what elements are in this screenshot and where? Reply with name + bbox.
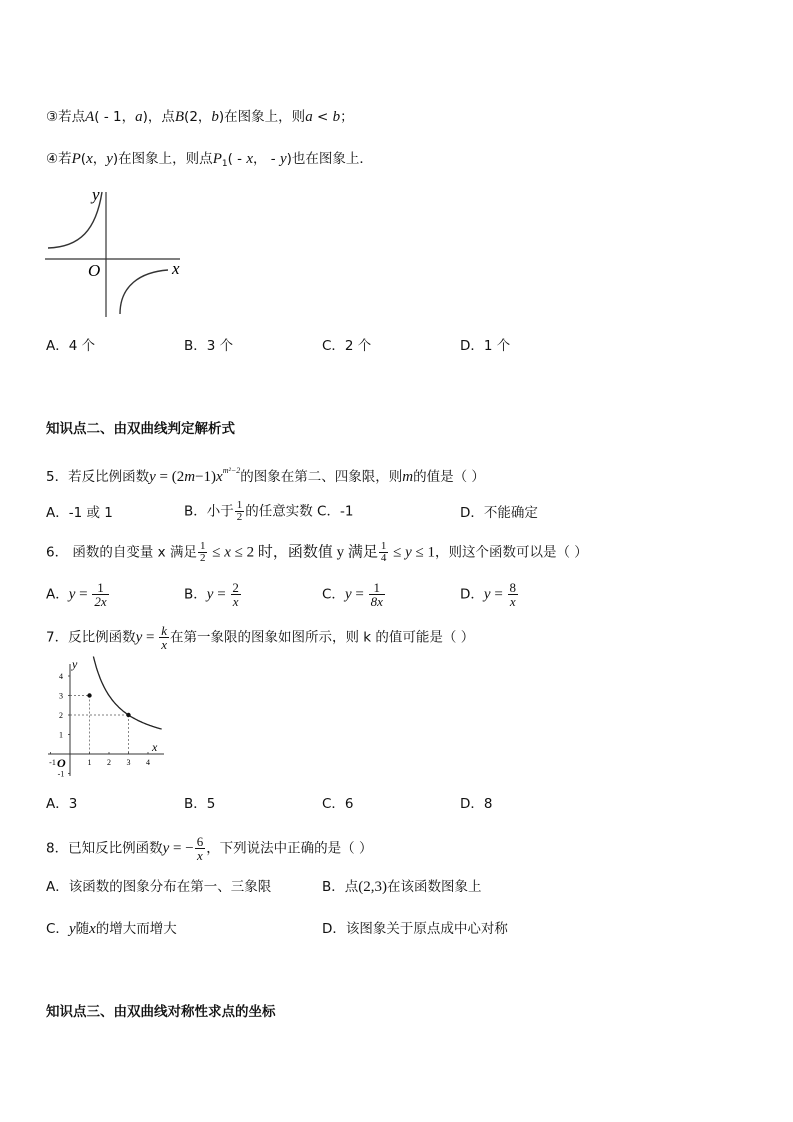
option-b[interactable]: B．3 个 bbox=[184, 338, 234, 354]
y-tick-label: -1 bbox=[57, 769, 65, 779]
y-tick-label: 4 bbox=[59, 672, 63, 681]
y-tick-label: 2 bbox=[59, 711, 63, 720]
q5-option-b-c[interactable]: B．小于 $\frac{1}{2}$ 的任意实数 C．-1 bbox=[184, 499, 354, 523]
q6-option-c[interactable]: C．y = $\frac{1}{8x}$ bbox=[322, 580, 383, 609]
q5-option-d[interactable]: D．不能确定 bbox=[460, 505, 538, 521]
data-point bbox=[126, 713, 130, 717]
x-tick-label: 1 bbox=[87, 758, 92, 767]
section-heading-2: 知识点二、由双曲线判定解析式 bbox=[46, 421, 235, 437]
q7-option-b[interactable]: B．5 bbox=[184, 796, 216, 812]
statement-4: ④若P(x，y)在图象上，则点$P_1$( - x， - y)也在图象上． bbox=[46, 151, 373, 169]
x-label: x bbox=[172, 259, 180, 278]
question-7: 7．反比例函数y = $\frac{k}{x}$ 在第一象限的图象如图所示，则 k 的值可能是（ ） bbox=[46, 623, 475, 652]
fraction-half: $\frac{1}{2}$ bbox=[236, 499, 243, 523]
q8-option-c[interactable]: C．y随x的增大而增大 bbox=[46, 921, 177, 937]
q6-option-a[interactable]: A．y = $\frac{1}{2x}$ bbox=[46, 580, 107, 609]
section-heading-3: 知识点三、由双曲线对称性求点的坐标 bbox=[46, 1004, 276, 1020]
option-d[interactable]: D．1 个 bbox=[460, 338, 511, 354]
x-tick-label: -1 bbox=[49, 758, 56, 767]
origin-label: O bbox=[88, 261, 101, 280]
q8-option-d[interactable]: D．该图象关于原点成中心对称 bbox=[322, 921, 508, 937]
q5-option-a[interactable]: A．-1 或 1 bbox=[46, 505, 113, 521]
q8-option-b[interactable]: B．点(2,3)在该函数图象上 bbox=[322, 879, 482, 895]
q7-option-c[interactable]: C．6 bbox=[322, 796, 354, 812]
hyperbola-branch bbox=[93, 657, 161, 730]
y-label: y bbox=[72, 657, 78, 671]
q8-option-a[interactable]: A．该函数的图象分布在第一、三象限 bbox=[46, 879, 272, 895]
question-8: 8．已知反比例函数y = − $\frac{6}{x}$ ，下列说法中正确的是（ ） bbox=[46, 834, 373, 863]
guide-lines bbox=[70, 696, 129, 755]
y-tick-label: 3 bbox=[59, 691, 63, 701]
inverse-function-graph bbox=[40, 656, 180, 782]
q6-option-d[interactable]: D．y = $\frac{8}{x}$ bbox=[460, 580, 517, 609]
branch-quadrant-4 bbox=[120, 270, 168, 314]
origin-label: O bbox=[57, 756, 66, 770]
x-tick-label: 2 bbox=[107, 758, 111, 767]
option-c[interactable]: C．2 个 bbox=[322, 338, 372, 354]
x-tick-label: 3 bbox=[126, 758, 131, 767]
y-tick-label: 1 bbox=[59, 730, 63, 740]
question-6: 6． 函数的自变量 x 满足 $\frac{1}{2}$ ≤ x ≤ 2 时，函数值 y 满足 $\frac{1}{4}$ ≤ y ≤ 1，则这个函数可以是（ ） bbox=[46, 540, 588, 564]
hyperbola-graph bbox=[40, 182, 190, 322]
x-tick-label: 4 bbox=[146, 758, 150, 767]
statement-3: ③若点A( - 1，a)，点B(2，b)在图象上，则a < b； bbox=[46, 109, 354, 125]
x-label: x bbox=[152, 740, 158, 754]
q7-option-a[interactable]: A．3 bbox=[46, 796, 78, 812]
q7-option-d[interactable]: D．8 bbox=[460, 796, 493, 812]
question-5: 5．若反比例函数$y = (2m-1)x^{m^2-2}$的图象在第二、四象限，则m的值是（ ） bbox=[46, 466, 485, 485]
option-a[interactable]: A．4 个 bbox=[46, 338, 96, 354]
data-point bbox=[87, 693, 91, 697]
y-label: y bbox=[92, 185, 100, 204]
data-points bbox=[87, 693, 130, 717]
q6-option-b[interactable]: B．y = $\frac{2}{x}$ bbox=[184, 580, 239, 609]
